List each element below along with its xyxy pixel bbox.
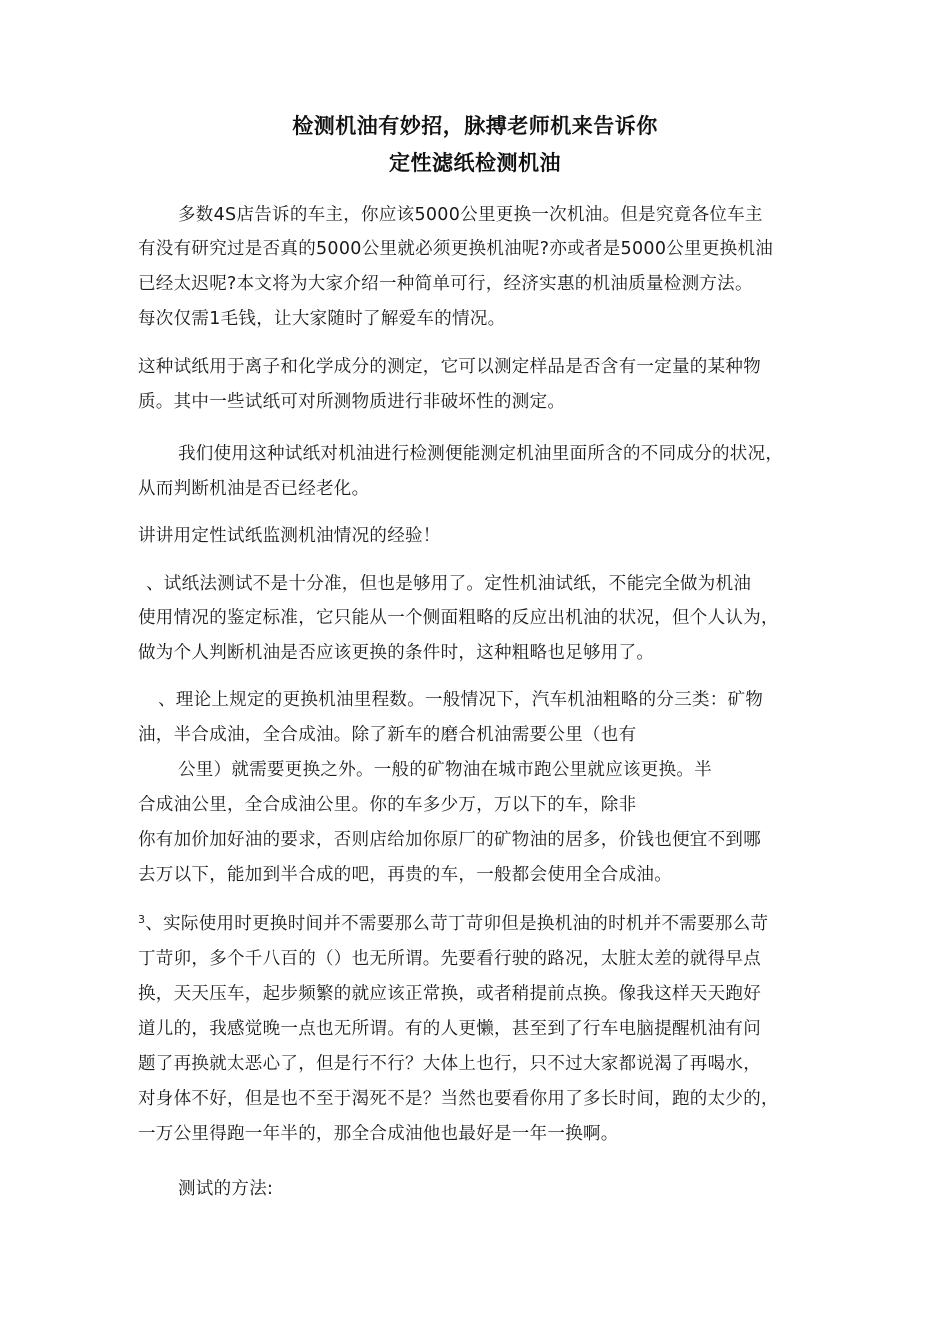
paragraph-line: 这种试纸用于离子和化学成分的测定，它可以测定样品是否含有一定量的某种物 xyxy=(138,357,761,377)
paragraph-line: 丁苛卯，多个千八百的（）也无所谓。先要看行驶的路况，太脏太差的就得早点 xyxy=(138,949,761,969)
paragraph-line: 讲讲用定性试纸监测机油情况的经验！ xyxy=(138,526,441,546)
document-subtitle: 定性滤纸检测机油 xyxy=(389,151,561,175)
paragraph-line: 题了再换就太恶心了，但是行不行？大体上也行，只不过大家都说渴了再喝水， xyxy=(138,1054,761,1074)
document-title: 检测机油有妙招，脉搏老师机来告诉你 xyxy=(292,114,658,138)
list-number: 3 xyxy=(138,913,146,926)
paragraph-line: 道儿的，我感觉晚一点也无所谓。有的人更懒，甚至到了行车电脑提醒机油有问 xyxy=(138,1019,761,1039)
paragraph-line: 多数4S店告诉的车主，你应该5000公里更换一次机油。但是究竟各位车主 xyxy=(178,205,763,225)
paragraph-line: 做为个人判断机油是否应该更换的条件时，这种粗略也足够用了。 xyxy=(138,643,655,663)
paragraph-line: 、试纸法测试不是十分准，但也是够用了。定性机油试纸，不能完全做为机油 xyxy=(146,574,752,594)
paragraph-line: 一万公里得跑一年半的，那全合成油他也最好是一年一换啊。 xyxy=(138,1124,619,1144)
paragraph-line: 我们使用这种试纸对机油进行检测便能测定机油里面所含的不同成分的状况， xyxy=(178,444,784,464)
paragraph-line: 对身体不好，但是也不至于渴死不是？当然也要看你用了多长时间，跑的太少的， xyxy=(138,1089,779,1109)
paragraph-line: 从而判断机油是否已经老化。 xyxy=(138,479,370,499)
paragraph-line: 、理论上规定的更换机油里程数。一般情况下，汽车机油粗略的分三类：矿物 xyxy=(158,690,764,710)
paragraph-line: 你有加价加好油的要求，否则店给加你原厂的矿物油的居多，价钱也便宜不到哪 xyxy=(138,830,761,850)
paragraph-line: 质。其中一些试纸可对所测物质进行非破坏性的测定。 xyxy=(138,392,566,412)
paragraph-line: 油，半合成油，全合成油。除了新车的磨合机油需要公里（也有 xyxy=(138,725,637,745)
paragraph-line: 有没有研究过是否真的5000公里就必须更换机油呢?亦或者是5000公里更换机油 xyxy=(138,239,774,259)
paragraph-line: 测试的方法: xyxy=(178,1179,274,1199)
paragraph-text: 、实际使用时更换时间并不需要那么苛丁苛卯但是换机油的时机并不需要那么苛 xyxy=(145,914,769,934)
paragraph-line: 去万以下，能加到半合成的吧，再贵的车，一般都会使用全合成油。 xyxy=(138,865,672,885)
paragraph-line: 已经太迟呢?本文将为大家介绍一种简单可行，经济实惠的机油质量检测方法。 xyxy=(138,274,753,294)
paragraph-line: 每次仅需1毛钱，让大家随时了解爱车的情况。 xyxy=(138,309,506,329)
paragraph-line xyxy=(138,913,769,934)
paragraph-line: 公里）就需要更换之外。一般的矿物油在城市跑公里就应该更换。半 xyxy=(178,760,712,780)
paragraph-line: 换，天天压车，起步频繁的就应该正常换，或者稍提前点换。像我这样天天跑好 xyxy=(138,984,761,1004)
paragraph-line: 合成油公里，全合成油公里。你的车多少万，万以下的车，除非 xyxy=(138,795,637,815)
paragraph-line: 使用情况的鉴定标准，它只能从一个侧面粗略的反应出机油的状况，但个人认为， xyxy=(138,608,779,628)
